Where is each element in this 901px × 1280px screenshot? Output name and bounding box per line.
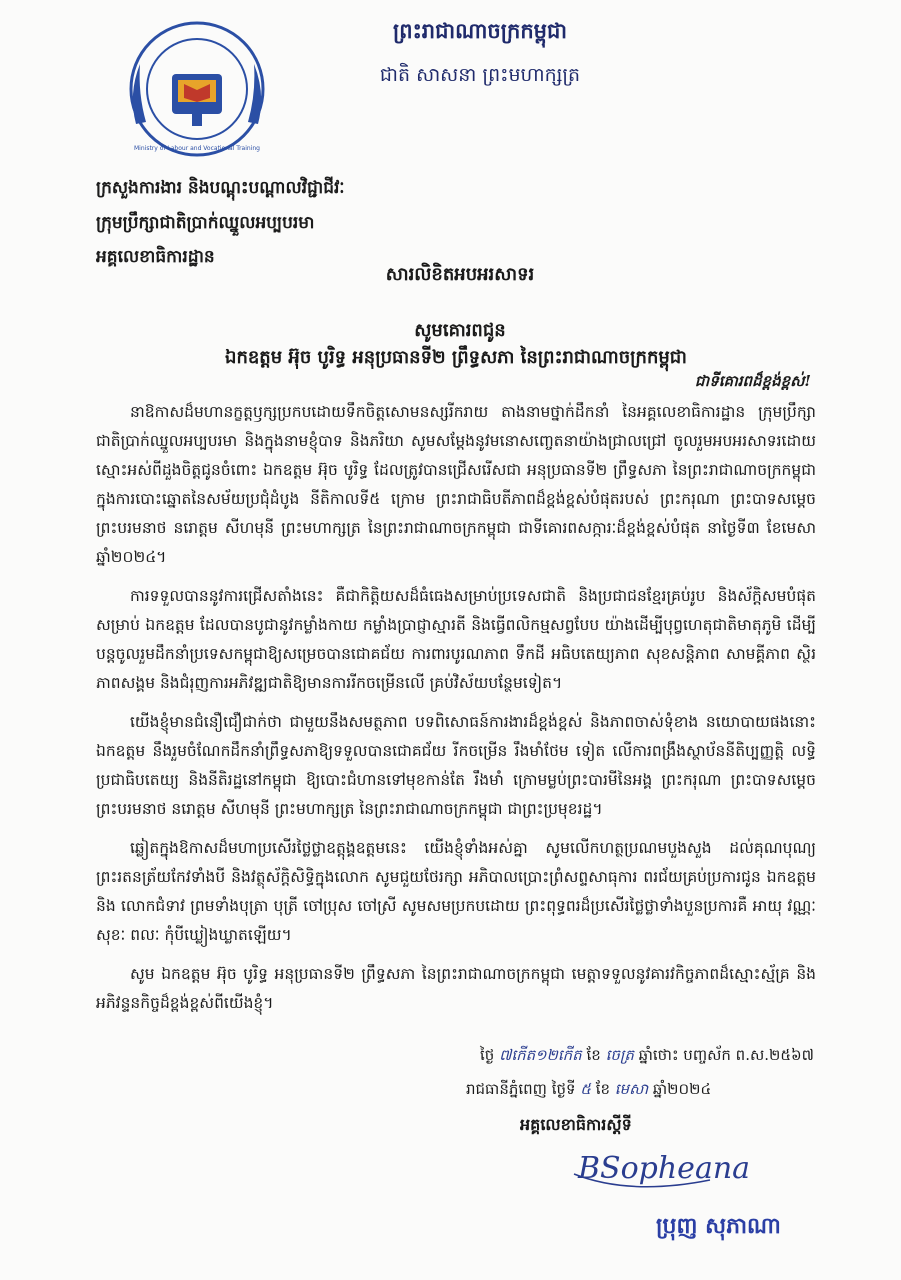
recipient-line: ឯកឧត្តម អ៊ុច បូរិទ្ធ អនុប្រធានទី២ ព្រឹទ្ធសភា នៃព្រះរាជាណាចក្រកម្ពុជា: [225, 347, 687, 368]
lunar-year: ឆ្នាំថោះ បញ្ចស័ក ព.ស.២៥៦៧: [638, 1046, 814, 1064]
handwritten-signature: [570, 1138, 770, 1198]
ministry-logo: [122, 14, 272, 164]
address-label: សូមគោរពជូន: [414, 320, 506, 341]
date-month: មេសា: [614, 1080, 649, 1098]
lunar-date-line: [480, 1046, 814, 1068]
date-day: ៥: [580, 1080, 591, 1098]
svg-text:BSopheana: BSopheana: [578, 1151, 751, 1186]
place-date-line: [466, 1080, 711, 1102]
paragraph: សូម ឯកឧត្តម អ៊ុច បូរិទ្ធ អនុប្រធានទី២ ព្រឹទ្ធសភា នៃព្រះរាជាណាចក្រកម្ពុជា មេត្តាទទួលនូវគារវកិច្ចភាពដ៏ស្មោះស្ម័គ្រ និងអភិវន្ទនកិច្ចដ៏ខ្ពង់ខ្ពស់ពីយើងខ្ញុំ។: [96, 965, 816, 1012]
date-month-prefix: ខែ: [595, 1080, 610, 1098]
letter-body: [96, 398, 816, 1028]
signatory-title: អគ្គលេខាធិការស្តីទី: [520, 1115, 632, 1134]
lunar-prefix: ថ្ងៃ: [480, 1046, 495, 1064]
logo-text: Ministry of Labour and Vocational Training: [134, 145, 260, 152]
kingdom-header: [330, 18, 630, 91]
national-motto: ជាតិ សាសនា ព្រះមហាក្សត្រ: [379, 64, 581, 86]
ministry-name: ក្រសួងការងារ និងបណ្តុះបណ្តាលវិជ្ជាជីវៈ: [96, 178, 345, 198]
paragraph: ការទទួលបាននូវការជ្រើសតាំងនេះ គឺជាកិត្តិយសដ៏ធំធេងសម្រាប់ប្រទេសជាតិ និងប្រជាជនខ្មែរគ្រប់រូប និងស័ក្តិសមបំផុតសម្រាប់ ឯកឧត្តម ដែលបានបូជានូវកម្លាំងកាយ កម្លាំងប្រាជ្ញាស្មារតី និងធ្វើពលិកម្មសព្វបែប យ៉ាងដើម្បីបុព្វហេតុជាតិមាតុភូមិ ដើម្បីបន្តចូលរួមដឹកនាំប្រទេសកម្ពុជាឱ្យសម្រេចបានជោគជ័យ ការពារបូរណភាព ទឹកដី អធិបតេយ្យភាព សុខសន្តិភាព សាមគ្គីភាព ស្ថិរភាពសង្គម និងជំរុញការអភិវឌ្ឍជាតិឱ្យមានការរីកចម្រើនលើ គ្រប់វិស័យបន្ថែមទៀត។: [96, 587, 816, 692]
lunar-day: ៧កើត១២កើត: [499, 1046, 582, 1064]
lunar-month: ចេត្រ: [605, 1046, 634, 1064]
month-label: ខែ: [586, 1046, 601, 1064]
place-date-prefix: រាជធានីភ្នំពេញ ថ្ងៃទី: [466, 1080, 576, 1098]
signatory-name: ប្រុញ សុភាណា: [656, 1213, 781, 1239]
secretariat-name: អគ្គលេខាធិការដ្ឋាន: [96, 247, 215, 267]
date-year: ឆ្នាំ២០២៤: [652, 1080, 712, 1098]
council-name: ក្រុមប្រឹក្សាជាតិប្រាក់ឈ្នួលអប្បបរមា: [96, 213, 315, 233]
paragraph: យើងខ្ញុំមានជំនឿជឿជាក់ថា ជាមួយនឹងសមត្ថភាព បទពិសោធន៍ការងារដ៏ខ្ពង់ខ្ពស់ និងភាពចាស់ទុំខាង នយោបាយផងនោះ ឯកឧត្តម នឹងរួមចំណែកដឹកនាំព្រឹទ្ធសភាឱ្យទទួលបានជោគជ័យ រីកចម្រើន រឹងមាំថែម ទៀត លើការពង្រឹងស្ថាប័ននីតិប្បញ្ញត្តិ លទ្ធិប្រជាធិបតេយ្យ និងនីតិរដ្ឋនៅកម្ពុជា ឱ្យបោះជំហានទៅមុខកាន់តែ រឹងមាំ ក្រោមម្លប់ព្រះបារមីនៃអង្គ ព្រះករុណា ព្រះបាទសម្តេចព្រះបរមនាថ នរោត្តម សីហមុនី ព្រះមហាក្សត្រ នៃព្រះរាជាណាចក្រកម្ពុជា ជាព្រះប្រមុខរដ្ឋ។: [96, 713, 816, 818]
honorific: ជាទីគោរពដ៏ខ្ពង់ខ្ពស់!: [694, 372, 811, 390]
document-title: សារលិខិតអបអរសាទរ: [385, 264, 535, 285]
paragraph: នាឱកាសដ៏មហានក្ខត្តឫក្សប្រកបដោយទឹកចិត្តសោមនស្សរីករាយ តាងនាមថ្នាក់ដឹកនាំ នៃអគ្គលេខាធិការដ្ឋាន ក្រុមប្រឹក្សាជាតិប្រាក់ឈ្នួលអប្បបរមា និងក្នុងនាមខ្ញុំបាទ និងភរិយា សូមសម្តែងនូវមនោសញ្ចេតនាយ៉ាងជ្រាលជ្រៅ ចូលរួមអបអរសាទរដោយស្មោះអស់ពីដួងចិត្តជូនចំពោះ ឯកឧត្តម អ៊ុច បូរិទ្ធ ដែលត្រូវបានជ្រើសរើសជា អនុប្រធានទី២ ព្រឹទ្ធសភា នៃព្រះរាជាណាចក្រកម្ពុជា ក្នុងការបោះឆ្នោតនៃសម័យប្រជុំដំបូង នីតិកាលទី៥ ក្រោម ព្រះរាជាធិបតីភាពដ៏ខ្ពង់ខ្ពស់បំផុតរបស់ ព្រះករុណា ព្រះបាទសម្តេចព្រះបរមនាថ នរោត្តម សីហមុនី ព្រះមហាក្សត្រ នៃព្រះរាជាណាចក្រកម្ពុជា ជាទីគោរពសក្ការៈដ៏ខ្ពង់ខ្ពស់បំផុត នាថ្ងៃទី៣ ខែមេសា ឆ្នាំ២០២៤។: [96, 403, 816, 566]
paragraph: ឆ្លៀតក្នុងឱកាសដ៏មហាប្រសើរថ្លៃថ្លាឧត្តុង្គឧត្តមនេះ យើងខ្ញុំទាំងអស់គ្នា សូមលើកហត្ថប្រណមបួងសួង ដល់គុណបុណ្យព្រះរតនត្រ័យកែវទាំងបី និងវត្ថុស័ក្តិសិទ្ធិក្នុងលោក សូមជួយថែរក្សា អភិបាលប្រោះព្រំសព្ទសាធុការ ពរជ័យគ្រប់ប្រការជូន ឯកឧត្តម និង លោកជំទាវ ព្រមទាំងបុត្រា បុត្រី ចៅប្រុស ចៅស្រី សូមសមប្រកបដោយ ព្រះពុទ្ធពរដ៏ប្រសើរថ្លៃថ្លាទាំងបួនប្រការគឺ អាយុ វណ្ណៈ សុខៈ ពលៈ កុំបីឃ្លៀងឃ្លាតឡើយ។: [96, 839, 816, 944]
kingdom-name: ព្រះរាជាណាចក្រកម្ពុជា: [392, 18, 567, 43]
